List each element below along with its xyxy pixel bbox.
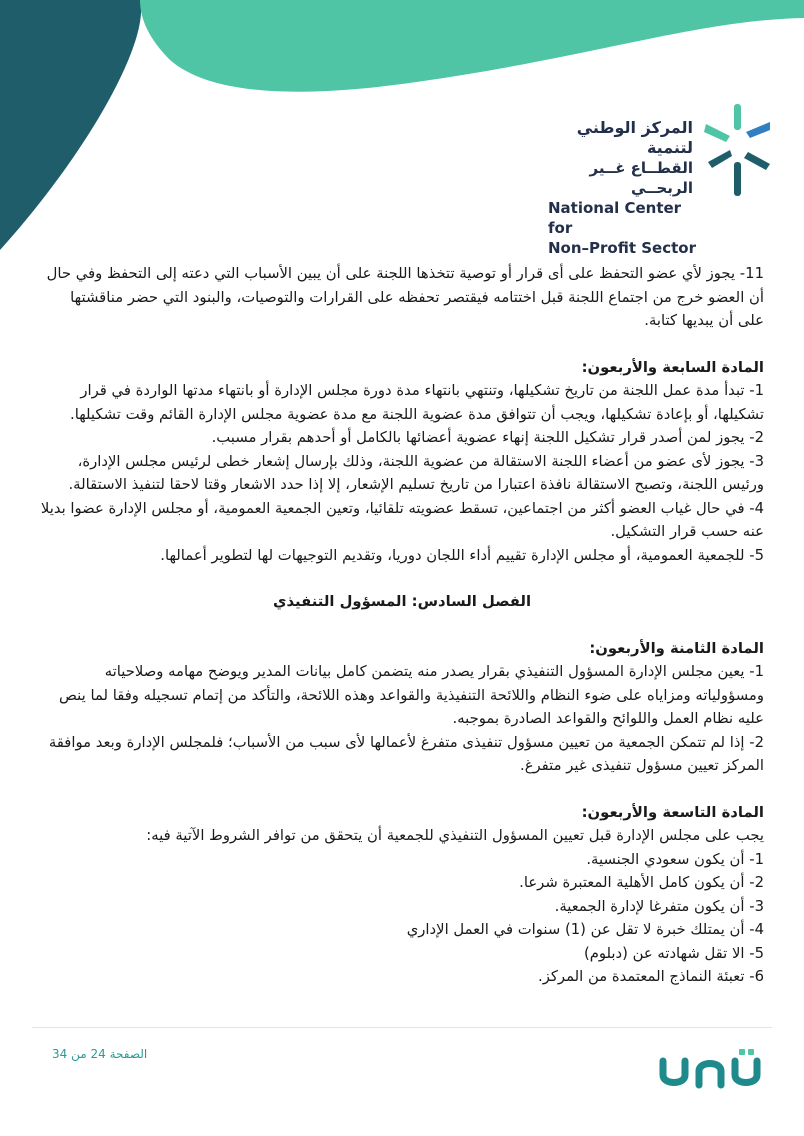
intro-paragraph: 11- يجوز لأي عضو التحفظ على أى قرار أو توصية تتخذها اللجنة على أن يبين الأسباب التي دعته إلى التحفظ وفي حال أن العضو خرج من اجتماع اللجنة قبل اختتامه فيقتصر تحفظه على القرارات والتوصيات، والبنود التي حضر مناقشتها على أن يبديها كتابة.: [46, 265, 764, 329]
page-number: الصفحة 24 من 34: [52, 1047, 148, 1061]
article-49-item: 6- تعبئة النماذج المعتمدة من المركز.: [538, 968, 764, 985]
article-49-item: 5- الا تقل شهادته عن (دبلوم): [583, 944, 764, 962]
article-47-item: 1- تبدأ مدة عمل اللجنة من تاريخ تشكيلها، وتنتهي بانتهاء مدة دورة مجلس الإدارة أو بانتهاء مدتها الواردة في قرار تشكيلها، أو بإعادة تشكيلها، ويجب أن تتوافق مدة عضوية اللجنة مع مدة عضوية مجلس الإدارة القائم وقت تشكيلها.: [70, 382, 764, 423]
org-name-en-line2: Non–Profit Sector: [548, 239, 696, 257]
document-body: [40, 262, 764, 989]
spacer: [40, 614, 764, 637]
article-49-item: 1- أن يكون سعودي الجنسية.: [586, 850, 764, 868]
ncnp-star-mark-icon: [704, 104, 774, 200]
nawn-logo-icon: [655, 1045, 765, 1093]
organization-logo: [548, 118, 788, 257]
article-47-title: المادة السابعة والأربعون:: [581, 358, 764, 376]
spacer: [40, 778, 764, 801]
footer-divider: [32, 1027, 772, 1028]
article-49-item: 4- أن يمتلك خبرة لا تقل عن (1) سنوات في العمل الإداري: [406, 921, 764, 938]
teal-wave-shape: [140, 0, 804, 92]
article-47-item: 5- للجمعية العمومية، أو مجلس الإدارة تقييم أداء اللجان دوريا، وتقديم التوجيهات لها لتطوير أعمالها.: [160, 546, 764, 564]
dark-teal-shape: [0, 0, 141, 250]
article-47-item: 4- في حال غياب العضو أكثر من اجتماعين، تسقط عضويته تلقائيا، وتعين الجمعية العمومية، أو مجلس الإدارة عضوا بديلا عنه حسب قرار التشكيل.: [40, 499, 764, 540]
article-49-intro: يجب على مجلس الإدارة قبل تعيين المسؤول التنفيذي للجمعية أن يتحقق من توافر الشروط الآتية فيه:: [146, 827, 764, 844]
article-48-title: المادة الثامنة والأربعون:: [589, 639, 764, 657]
spacer: [40, 333, 764, 356]
org-name-ar-line2: القطــاع غــير الربحــي: [589, 159, 693, 197]
article-47-item: 2- يجوز لمن أصدر قرار تشكيل اللجنة إنهاء عضوية أعضائها بالكامل أو أحدهم بقرار مسبب.: [211, 429, 764, 446]
article-49-item: 3- أن يكون متفرغا لإدارة الجمعية.: [554, 897, 764, 915]
chapter-6-title: الفصل السادس: المسؤول التنفيذي: [272, 593, 532, 610]
org-name-en-line1: National Center for: [548, 199, 682, 237]
article-47-item: 3- يجوز لأى عضو من أعضاء اللجنة الاستقالة من عضوية اللجنة، وذلك بإرسال إشعار خطى لرئيس مجلس الإدارة، ورئيس اللجنة، وتصبح الاستقالة نافذة اعتبارا من تاريخ تسليم الإشعار، إلا إذا حدد الاشعار وقتا لاحقا لتنفيذ الاستقالة.: [68, 452, 764, 493]
article-49-item: 2- أن يكون كامل الأهلية المعتبرة شرعا.: [519, 874, 764, 891]
spacer: [40, 567, 764, 590]
logo-text: [548, 118, 696, 258]
org-name-ar-line1: المركز الوطني لتنمية: [576, 118, 693, 157]
article-49-title: المادة التاسعة والأربعون:: [581, 803, 764, 821]
article-48-item: 1- يعين مجلس الإدارة المسؤول التنفيذي بقرار يصدر منه يتضمن كامل بيانات المدير ويوضح مهامه وصلاحياته ومسؤولياته ومزاياه على ضوء النظام واللائحة التنفيذية والقواعد وهذه اللائحة، والتأكد من إتمام تسجيله وفقا لما ينص عليه نظام العمل واللوائح والقواعد الصادرة بموجبه.: [59, 663, 764, 727]
article-48-item: 2- إذا لم تتمكن الجمعية من تعيين مسؤول تنفيذى متفرغ لأعمالها لأى سبب من الأسباب؛ فلمجلس الإدارة وبعد موافقة المركز تعيين مسؤول تنفيذى غير متفرغ.: [48, 733, 764, 774]
